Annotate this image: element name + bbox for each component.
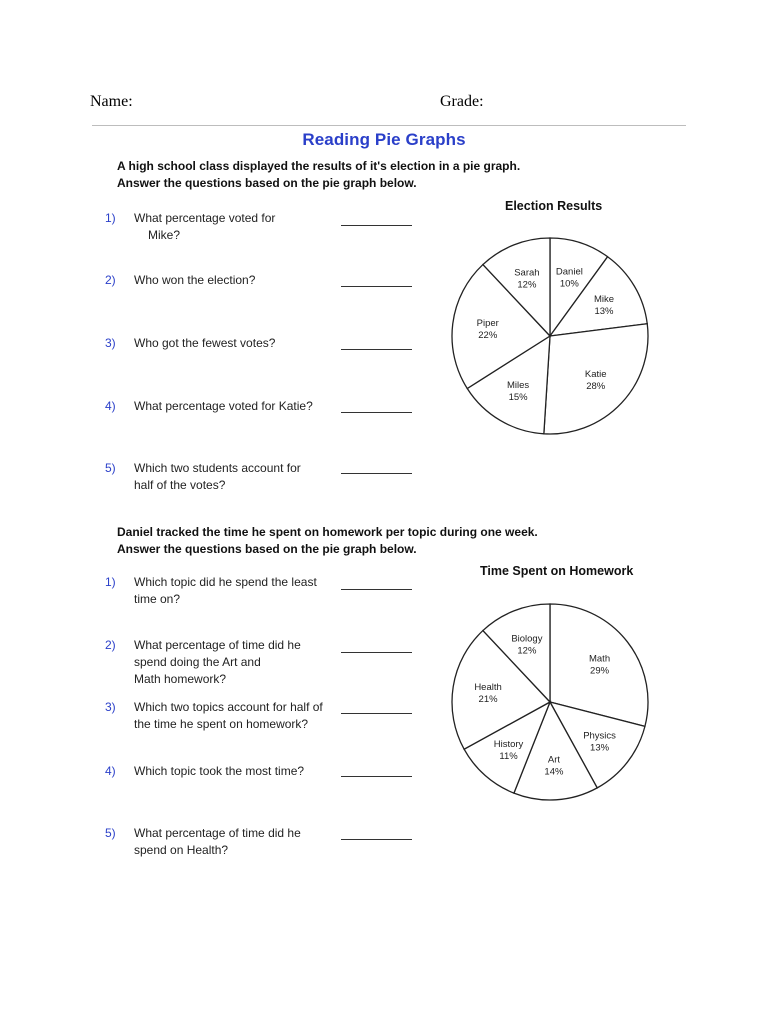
question-number: 2) — [105, 273, 116, 287]
question-text-line1: Which topic did he spend the least — [134, 575, 317, 589]
slice-value-label: 28% — [586, 380, 606, 392]
section1-intro — [117, 158, 520, 192]
section1-intro-line2: Answer the questions based on the pie graph below. — [117, 176, 417, 190]
slice-value-label: 12% — [517, 645, 537, 657]
slice-value-label: 10% — [559, 278, 579, 290]
slice-value-label: 15% — [508, 391, 528, 403]
slice-label: History — [493, 739, 524, 751]
homework-pie-chart — [440, 582, 670, 820]
question-text-line1: What percentage voted for Katie? — [134, 399, 313, 413]
slice-value-label: 21% — [478, 694, 498, 706]
question-text-line1: Which two students account for — [134, 461, 301, 475]
slice-label: Physics — [583, 730, 616, 742]
slice-label: Math — [588, 653, 611, 665]
question-text-line2: the time he spent on homework? — [134, 717, 309, 731]
question-text-line2: time on? — [134, 592, 181, 606]
answer-blank[interactable] — [341, 713, 412, 714]
name-label: Name: — [90, 93, 133, 110]
question-text-line2: spend doing the Art and — [134, 655, 261, 669]
slice-label: Katie — [584, 368, 607, 380]
slice-value-label: 13% — [590, 742, 610, 754]
election-pie-chart — [440, 216, 670, 456]
question-number: 1) — [105, 211, 116, 225]
page-title: Reading Pie Graphs — [302, 130, 466, 149]
slice-label: Miles — [506, 379, 530, 391]
section2-intro-line1: Daniel tracked the time he spent on homework per topic during one week. — [117, 525, 538, 539]
slice-label: Piper — [476, 318, 499, 330]
header-divider — [92, 125, 686, 126]
slice-label: Sarah — [514, 267, 540, 279]
section1-intro-line1: A high school class displayed the results of it's election in a pie graph. — [117, 159, 521, 173]
question-text-line1: What percentage voted for — [134, 211, 276, 225]
question-text-line1: Who won the election? — [134, 273, 256, 287]
section2-intro-line2: Answer the questions based on the pie graph below. — [117, 542, 417, 556]
section2-intro — [117, 524, 538, 558]
answer-blank[interactable] — [341, 589, 412, 590]
question-text-line2: spend on Health? — [134, 843, 229, 857]
question-number: 4) — [105, 399, 116, 413]
question-number: 2) — [105, 638, 116, 652]
slice-value-label: 29% — [590, 665, 610, 677]
grade-label: Grade: — [440, 93, 484, 110]
question-text-line1: Which topic took the most time? — [134, 764, 305, 778]
question-number: 5) — [105, 826, 116, 840]
answer-blank[interactable] — [341, 286, 412, 287]
slice-value-label: 11% — [499, 751, 518, 763]
slice-value-label: 14% — [544, 766, 564, 778]
answer-blank[interactable] — [341, 473, 412, 474]
slice-label: Mike — [593, 294, 615, 306]
answer-blank[interactable] — [341, 839, 412, 840]
question-text-line2: half of the votes? — [134, 478, 226, 492]
question-number: 5) — [105, 461, 116, 475]
question-number: 3) — [105, 336, 116, 350]
question-number: 1) — [105, 575, 116, 589]
chart-title-homework: Time Spent on Homework — [480, 564, 634, 578]
slice-label: Art — [547, 754, 561, 766]
worksheet-header — [90, 93, 690, 115]
answer-blank[interactable] — [341, 776, 412, 777]
question-number: 4) — [105, 764, 116, 778]
slice-value-label: 12% — [517, 279, 537, 291]
question-text-line1: Which two topics account for half of — [134, 700, 323, 714]
question-text-line1: What percentage of time did he — [134, 826, 301, 840]
slice-label: Daniel — [555, 266, 583, 278]
question-text-line2: Mike? — [148, 228, 181, 242]
answer-blank[interactable] — [341, 349, 412, 350]
chart-title-election: Election Results — [505, 199, 603, 213]
question-text-line1: Who got the fewest votes? — [134, 336, 276, 350]
answer-blank[interactable] — [341, 652, 412, 653]
slice-label: Health — [474, 682, 502, 694]
answer-blank[interactable] — [341, 412, 412, 413]
slice-value-label: 22% — [478, 330, 498, 342]
question-number: 3) — [105, 700, 116, 714]
slice-label: Biology — [511, 633, 543, 645]
question-text-line1: What percentage of time did he — [134, 638, 301, 652]
question-text-line3: Math homework? — [134, 672, 227, 686]
slice-value-label: 13% — [594, 306, 614, 318]
answer-blank[interactable] — [341, 225, 412, 226]
